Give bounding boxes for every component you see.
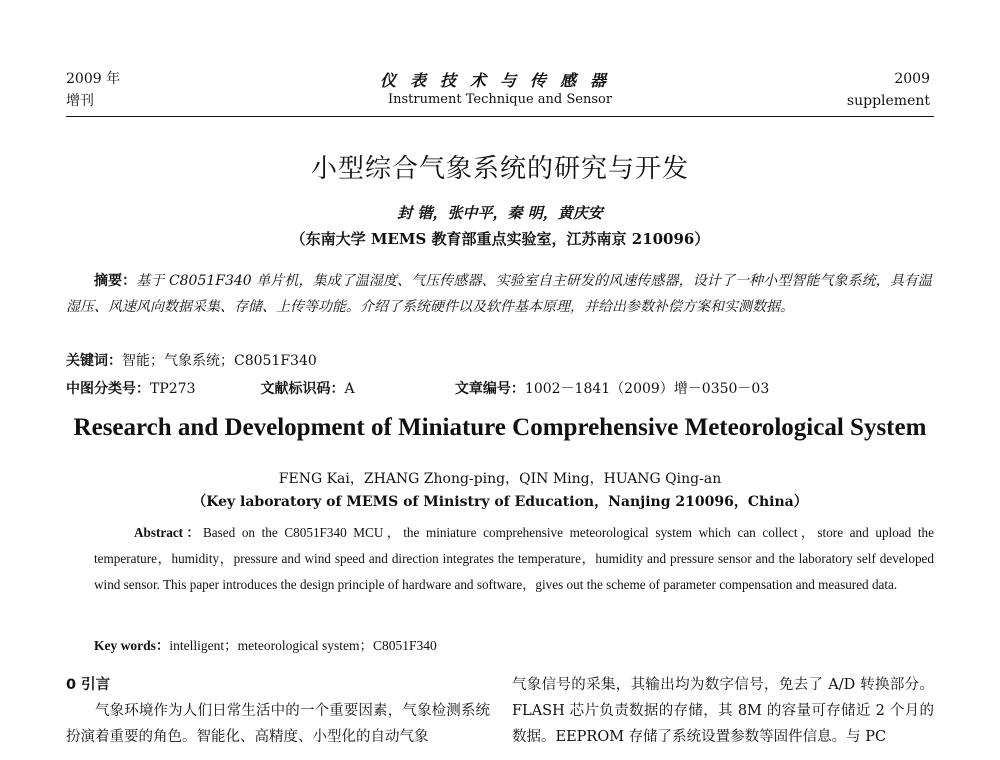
- authors-en: FENG Kai，ZHANG Zhong-ping，QIN Ming，HUANG Qing-an: [278, 471, 722, 487]
- header-right: [847, 68, 930, 112]
- journal-name-cn: 仪表技术与传感器: [379, 71, 620, 90]
- keywords-en-label: Key words：: [94, 638, 170, 653]
- abstract-en-label: Abstract：: [134, 525, 203, 540]
- header-year-right: 2009: [894, 71, 930, 87]
- keywords-cn-label: 关键词：: [66, 353, 122, 369]
- section-heading: 0 引言: [66, 677, 111, 693]
- affiliation-en: （Key laboratory of MEMS of Ministry of Education，Nanjing 210096，China）: [192, 494, 808, 510]
- header-supplement: supplement: [846, 93, 930, 109]
- affiliation-cn: （东南大学 MEMS 教育部重点实验室，江苏南京 210096）: [290, 230, 710, 248]
- keywords-cn-text: 智能；气象系统；C8051F340: [122, 353, 317, 369]
- body-paragraph-left: 气象环境作为人们日常生活中的一个重要因素，气象检测系统扮演着重要的角色。智能化、高精度、小型化的自动气象: [66, 703, 490, 745]
- header-year: 2009 年: [66, 71, 121, 87]
- journal-name-en: Instrument Technique and Sensor: [387, 92, 613, 107]
- classification-line: [66, 378, 932, 398]
- clc-value: TP273: [150, 381, 196, 397]
- keywords-en: [94, 634, 437, 654]
- abstract-cn: [66, 268, 932, 320]
- doc-code-label: 文献标识码：: [260, 381, 345, 397]
- title-en: Research and Development of Miniature Comprehensive Meteorological System: [73, 414, 927, 441]
- doc-code-value: A: [344, 381, 355, 397]
- header-issue: 增刊: [66, 93, 94, 109]
- keywords-en-text: intelligent；meteorological system；C8051F340: [169, 638, 437, 653]
- abstract-en-text: Based on the C8051F340 MCU，the miniature comprehensive meteorological system which can collect，store and upload the temperature，humidity，pressure and wind speed and direction integrates the temperature，humidity and pressure sensor and the laboratory self developed wind sensor. This paper introduces the design principle of hardware and software，gives out the scheme of parameter compensation and measured data.: [94, 525, 934, 592]
- abstract-en: [94, 520, 934, 598]
- body-right-column: [512, 672, 934, 750]
- keywords-cn: [66, 350, 317, 370]
- body-left-column: [66, 672, 490, 750]
- title-cn: 小型综合气象系统的研究与开发: [310, 154, 689, 184]
- authors-cn: 封 锴，张中平，秦 明，黄庆安: [397, 204, 603, 222]
- header-rule: [66, 116, 934, 117]
- article-number-label: 文章编号：: [454, 381, 525, 397]
- abstract-cn-label: 摘要：: [94, 273, 137, 289]
- clc-label: 中图分类号：: [66, 381, 150, 397]
- abstract-cn-text: 基于 C8051F340 单片机，集成了温湿度、气压传感器、实验室自主研发的风速传感器，设计了一种小型智能气象系统，具有温湿压、风速风向数据采集、存储、上传等功能。介绍了系统硬件以及软件基本原理，并给出参数补偿方案和实测数据。: [66, 273, 932, 315]
- body-paragraph-right: 气象信号的采集，其输出均为数字信号，免去了 A/D 转换部分。FLASH 芯片负责数据的存储，其 8M 的容量可存储近 2 个月的数据。EEPROM 存储了系统设置参数等固件信息。与 PC: [512, 677, 934, 745]
- article-number-value: 1002－1841（2009）增－0350－03: [524, 381, 770, 397]
